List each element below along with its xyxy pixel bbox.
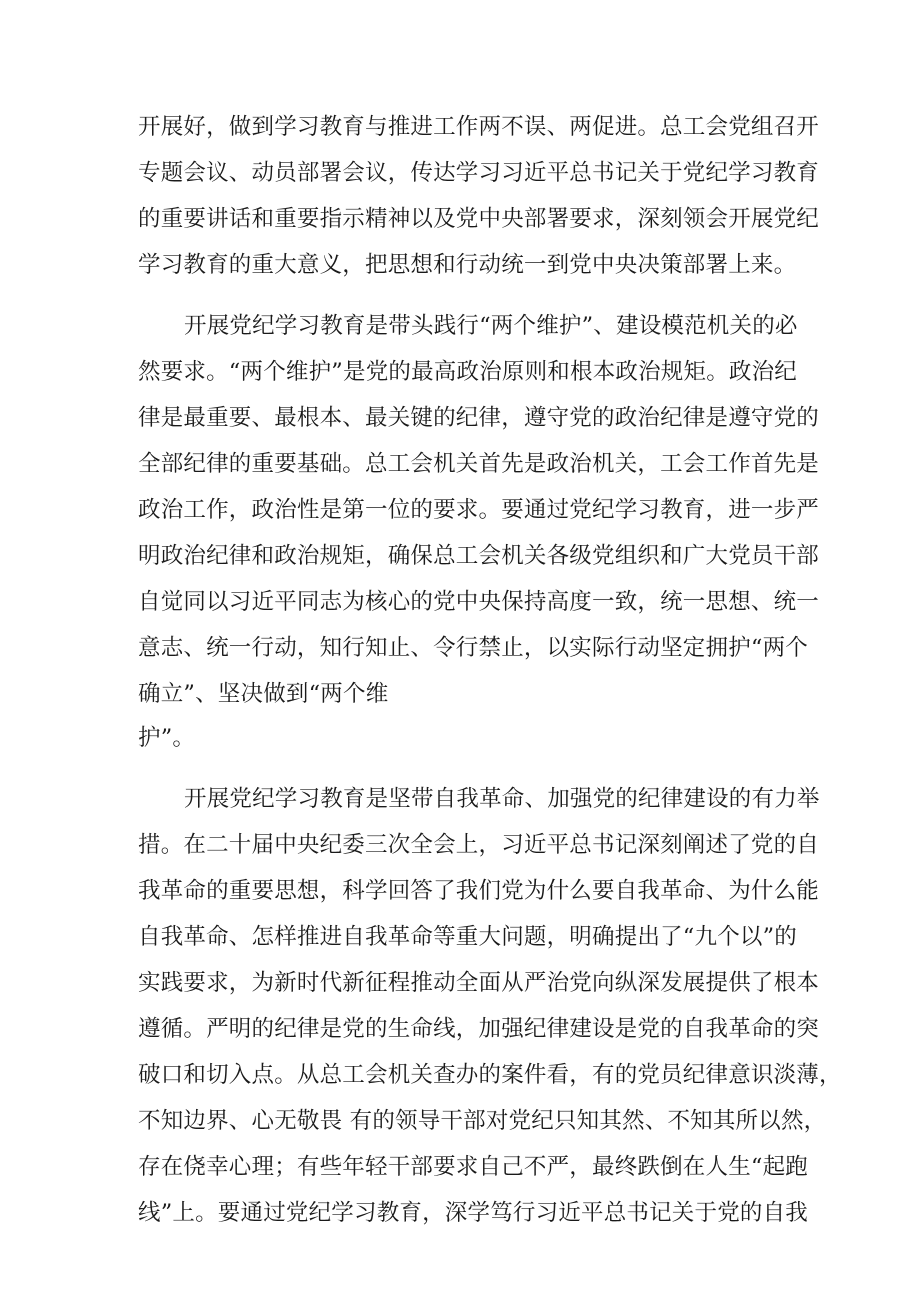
text-line: 然要求。“两个维护”是党的最高政治原则和根本政治规矩。政治纪 bbox=[138, 359, 798, 385]
text-line: 开展好，做到学习教育与推进工作两不误、两促进。总工会党组召开 bbox=[138, 114, 820, 140]
text-line: 护”。 bbox=[138, 725, 196, 751]
text-line: 实践要求，为新时代新征程推动全面从严治党向纵深发展提供了根本 bbox=[138, 970, 820, 996]
text-line: 开展党纪学习教育是坚带自我革命、加强党的纪律建设的有力举 bbox=[184, 786, 820, 812]
text-line: 全部纪律的重要基础。总工会机关首先是政治机关，工会工作首先是 bbox=[138, 451, 820, 477]
text-line: 的重要讲话和重要指示精神以及党中央部署要求，深刻领会开展党纪 bbox=[138, 206, 820, 232]
text-line: 意志、统一行动，知行知止、令行禁止，以实际行动坚定拥护“两个 bbox=[138, 635, 809, 661]
text-line: 确立”、坚决做到“两个维 bbox=[138, 681, 389, 707]
text-line: 我革命的重要思想，科学回答了我们党为什么要自我革命、为什么能 bbox=[138, 878, 820, 904]
text-line: 遵循。严明的纪律是党的生命线，加强纪律建设是党的自我革命的突 bbox=[138, 1016, 820, 1042]
text-line: 政治工作，政治性是第一位的要求。要通过党纪学习教育，进一步严 bbox=[138, 497, 820, 523]
text-line: 自觉同以习近平同志为核心的党中央保持高度一致，统一思想、统一 bbox=[138, 589, 820, 615]
text-line: 学习教育的重大意义，把思想和行动统一到党中央决策部署上来。 bbox=[138, 252, 797, 278]
text-line: 专题会议、动员部署会议，传达学习习近平总书记关于党纪学习教育 bbox=[138, 160, 820, 186]
text-line: 自我革命、怎样推进自我革命等重大问题，明确提出了“九个以”的 bbox=[138, 924, 798, 950]
text-line: 线”上。要通过党纪学习教育，深学笃行习近平总书记关于党的自我 bbox=[138, 1200, 809, 1226]
text-line: 破口和切入点。从总工会机关查办的案件看，有的党员纪律意识淡薄， bbox=[138, 1062, 842, 1088]
text-line: 明政治纪律和政治规矩，确保总工会机关各级党组织和广大党员干部 bbox=[138, 543, 820, 569]
text-line: 不知边界、心无敬畏 有的领导干部对党纪只知其然、不知其所以然， bbox=[138, 1108, 827, 1134]
text-line: 措。在二十届中央纪委三次全会上，习近平总书记深刻阐述了党的自 bbox=[138, 832, 820, 858]
text-line: 律是最重要、最根本、最关键的纪律，遵守党的政治纪律是遵守党的 bbox=[138, 405, 820, 431]
text-line: 存在侥幸心理；有些年轻干部要求自己不严，最终跌倒在人生“起跑 bbox=[138, 1154, 809, 1180]
text-line: 开展党纪学习教育是带头践行“两个维护”、建设模范机关的必 bbox=[184, 313, 798, 339]
